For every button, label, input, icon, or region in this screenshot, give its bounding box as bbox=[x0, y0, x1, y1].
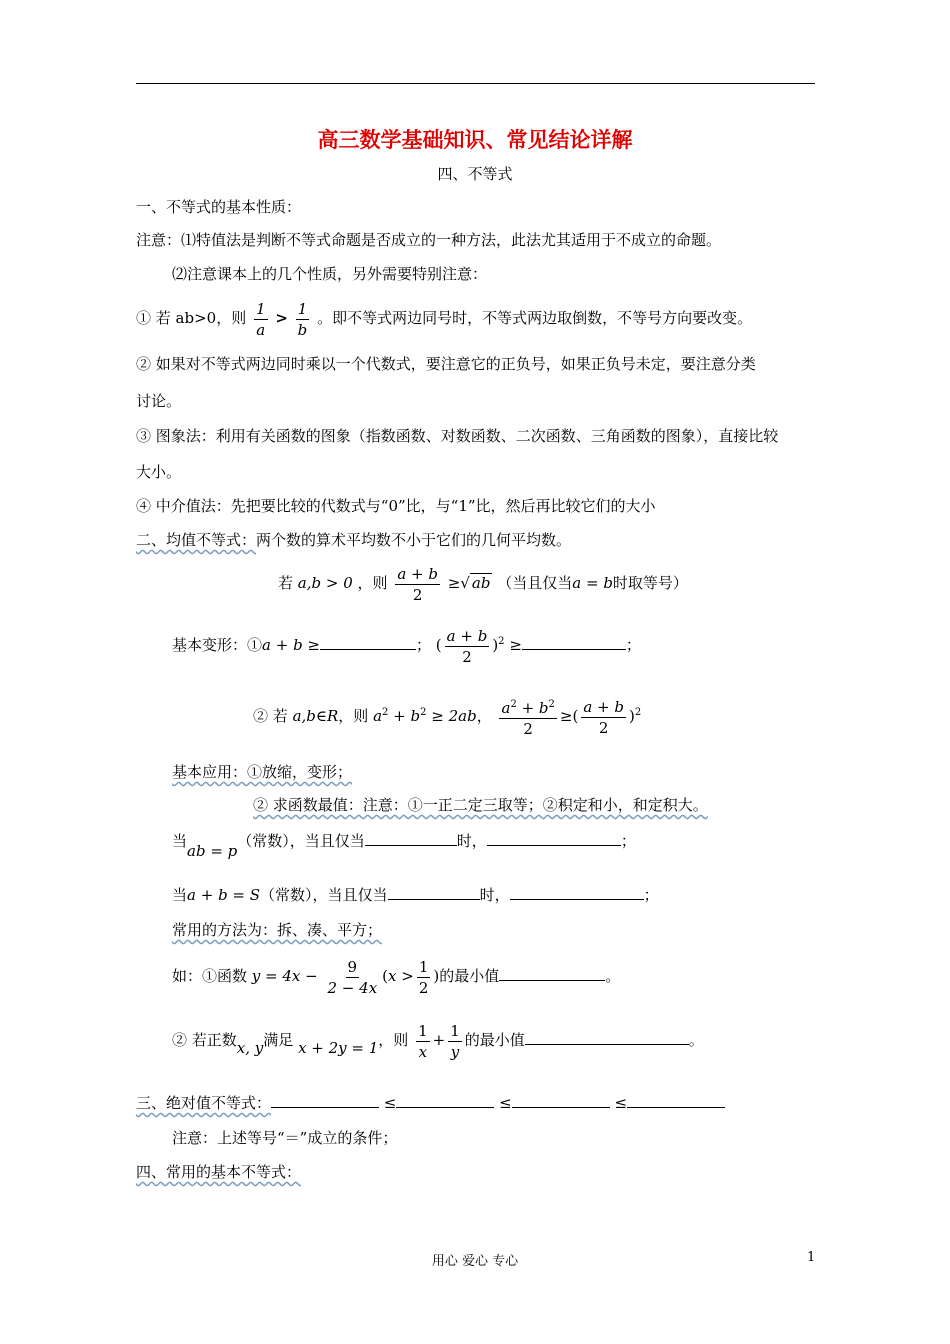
variation2-if: ② 若 bbox=[253, 707, 288, 725]
period-1: 。 bbox=[605, 967, 621, 985]
blank-12 bbox=[627, 1092, 725, 1108]
when-sum-constant bbox=[172, 884, 659, 905]
mean-if: 若 bbox=[278, 574, 294, 592]
blank-8 bbox=[525, 1029, 689, 1045]
section-subtitle: 四、不等式 bbox=[437, 165, 513, 183]
property-2-line2: 讨论。 bbox=[136, 392, 182, 410]
semicolon: ； bbox=[416, 636, 432, 654]
section3-line bbox=[136, 1092, 725, 1113]
property-2-line1: ② 如果对不等式两边同时乘以一个代数式，要注意它的正负号，如果正负号未定，要注意分类 bbox=[136, 355, 756, 373]
semicolon-2: ； bbox=[625, 636, 641, 654]
variation2-then: ，则 bbox=[338, 707, 369, 725]
when1-math: ab = p bbox=[187, 842, 238, 860]
note-2: ⑵注意课本上的几个性质，另外需要特别注意： bbox=[172, 265, 488, 283]
example-1: 如：①函数 y = 4x − $\frac{9}{2 - 4x}$ (x > $\frac{1}{2}$ )的最小值 。 bbox=[172, 957, 621, 997]
mean-equality: a = b bbox=[572, 574, 613, 592]
section3-note: 注意：上述等号“＝”成立的条件； bbox=[172, 1129, 398, 1147]
footer-text: 用心 爱心 专心 bbox=[431, 1254, 519, 1269]
methods-text: 常用的方法为：拆、凑、平方； bbox=[172, 921, 383, 939]
section2-heading-line bbox=[136, 530, 571, 550]
fraction-1-over-y: $\frac{1}{y}$ bbox=[450, 1021, 460, 1061]
variation-label: 基本变形：① bbox=[172, 636, 263, 654]
example2-then: ，则 bbox=[378, 1031, 409, 1049]
header-rule bbox=[136, 83, 815, 84]
le-1: ≤ bbox=[383, 1094, 397, 1112]
example-2: ② 若正数x, y满足 x + 2y = 1，则 $\frac{1}{x}$ + $\frac{1}{y}$ 的最小值 。 bbox=[172, 1021, 704, 1061]
fraction-a-plus-b-over-2b: $\frac{a + b}{2}$ bbox=[446, 626, 488, 666]
when2-math: a + b = S bbox=[187, 886, 261, 904]
application-1 bbox=[172, 762, 352, 782]
when2-pre: 当 bbox=[172, 886, 188, 904]
section1-heading: 一、不等式的基本性质： bbox=[136, 198, 302, 216]
a2-plus-b2-geq-2ab: $a^2 + b^2 \ge 2ab$ bbox=[373, 707, 477, 725]
basic-variation-2: ② 若 a,b∈R，则 $a^2 + b^2 \ge 2ab$， $\frac{a^2 + b^2}{2}$ ≥( $\frac{a + b}{2}$ )$^2$ bbox=[253, 693, 641, 739]
example1-pre: 如：①函数 bbox=[172, 967, 248, 985]
le-2: ≤ bbox=[499, 1094, 512, 1112]
fraction-a2-plus-b2-over-2: $\frac{a^2 + b^2}{2}$ bbox=[499, 695, 556, 739]
example1-post: 的最小值 bbox=[439, 967, 500, 985]
doc-title: 高三数学基础知识、常见结论详解 bbox=[317, 128, 633, 152]
fraction-1-over-x: $\frac{1}{x}$ bbox=[418, 1021, 428, 1061]
blank-4 bbox=[487, 830, 621, 846]
mean-condition: a,b > 0 bbox=[297, 574, 353, 592]
methods-line bbox=[172, 920, 382, 940]
mean-note-end: 时取等号） bbox=[612, 574, 688, 592]
mean-inequality bbox=[278, 563, 688, 605]
property-1-tail: 。即不等式两边同号时，不等式两边取倒数，不等号方向要改变。 bbox=[317, 309, 753, 327]
property-1-lead: ① 若 ab>0，则 bbox=[136, 309, 247, 327]
blank-11 bbox=[512, 1092, 610, 1108]
when-product-constant bbox=[172, 830, 636, 860]
blank-1 bbox=[320, 634, 416, 650]
blank-6 bbox=[510, 884, 644, 900]
note-1: 注意：⑴特值法是判断不等式命题是否成立的一种方法，此法尤其适用于不成立的命题。 bbox=[136, 231, 722, 249]
fraction-1-over-b: $\frac{1}{b}$ bbox=[297, 299, 308, 339]
property-1 bbox=[136, 298, 752, 340]
mean-then: ，则 bbox=[357, 574, 388, 592]
geq-sign: ≥√ ab bbox=[447, 574, 491, 592]
property-3-line2: 大小。 bbox=[136, 463, 182, 481]
blank-9 bbox=[271, 1092, 379, 1108]
example2-condition: x + 2y = 1 bbox=[298, 1039, 379, 1057]
mean-note: （当且仅当 bbox=[497, 574, 573, 592]
greater-sign: > bbox=[275, 309, 288, 327]
example2-post: 的最小值 bbox=[464, 1031, 525, 1049]
application-label: 基本应用：①放缩，变形； bbox=[172, 763, 353, 781]
blank-2 bbox=[522, 634, 626, 650]
a-plus-b-geq: a + b ≥ bbox=[262, 636, 321, 654]
property-4: ④ 中介值法：先把要比较的代数式与“0”比，与“1”比，然后再比较它们的大小 bbox=[136, 497, 656, 515]
semicolon-4: ； bbox=[643, 886, 659, 904]
when1-time: 时， bbox=[456, 832, 487, 850]
fraction-1-over-a: $\frac{1}{a}$ bbox=[255, 299, 266, 339]
application-2-text: ② 求函数最值：注意：①一正二定三取等；②积定和小，和定积大。 bbox=[253, 796, 708, 814]
variation2-condition: a,b∈R bbox=[292, 707, 339, 725]
fraction-a-plus-b-over-2c: $\frac{a + b}{2}$ bbox=[583, 697, 624, 737]
section2-heading-rest: 两个数的算术平均数不小于它们的几何平均数。 bbox=[256, 531, 572, 549]
section4-line bbox=[136, 1162, 301, 1182]
semicolon-3: ； bbox=[620, 832, 636, 850]
y-equals-4x-minus: y = 4x − bbox=[251, 967, 318, 985]
example2-mid: 满足 bbox=[263, 1031, 294, 1049]
basic-variation-1: 基本变形：①a + b ≥ ； ( $\frac{a + b}{2}$ )$^2$ ≥ ； bbox=[172, 626, 641, 666]
example2-pre: ② 若正数 bbox=[172, 1031, 237, 1049]
fraction-a-plus-b-over-2: $\frac{a + b}{2}$ bbox=[397, 564, 438, 604]
fraction-9-over-2-minus-4x: $\frac{9}{2 - 4x}$ bbox=[327, 957, 378, 997]
blank-5 bbox=[388, 884, 480, 900]
page-number: 1 bbox=[807, 1250, 816, 1265]
blank-10 bbox=[396, 1092, 494, 1108]
blank-7 bbox=[499, 965, 605, 981]
example2-vars: x, y bbox=[236, 1039, 264, 1057]
when2-rest: （常数），当且仅当 bbox=[260, 886, 388, 904]
section4-heading: 四、常用的基本不等式： bbox=[136, 1163, 302, 1181]
section2-heading: 二、均值不等式： bbox=[136, 531, 257, 549]
when2-time: 时， bbox=[479, 886, 510, 904]
le-3: ≤ bbox=[614, 1094, 628, 1112]
when1-pre: 当 bbox=[172, 832, 188, 850]
blank-3 bbox=[365, 830, 457, 846]
fraction-1-over-2: $\frac{1}{2}$ bbox=[418, 957, 429, 997]
when1-rest: （常数），当且仅当 bbox=[237, 832, 365, 850]
period-2: 。 bbox=[688, 1031, 704, 1049]
property-3-line1: ③ 图象法：利用有关函数的图象（指数函数、对数函数、二次函数、三角函数的图象），直接比较 bbox=[136, 427, 779, 445]
application-2 bbox=[253, 795, 708, 815]
section3-heading: 三、绝对值不等式： bbox=[136, 1094, 272, 1112]
